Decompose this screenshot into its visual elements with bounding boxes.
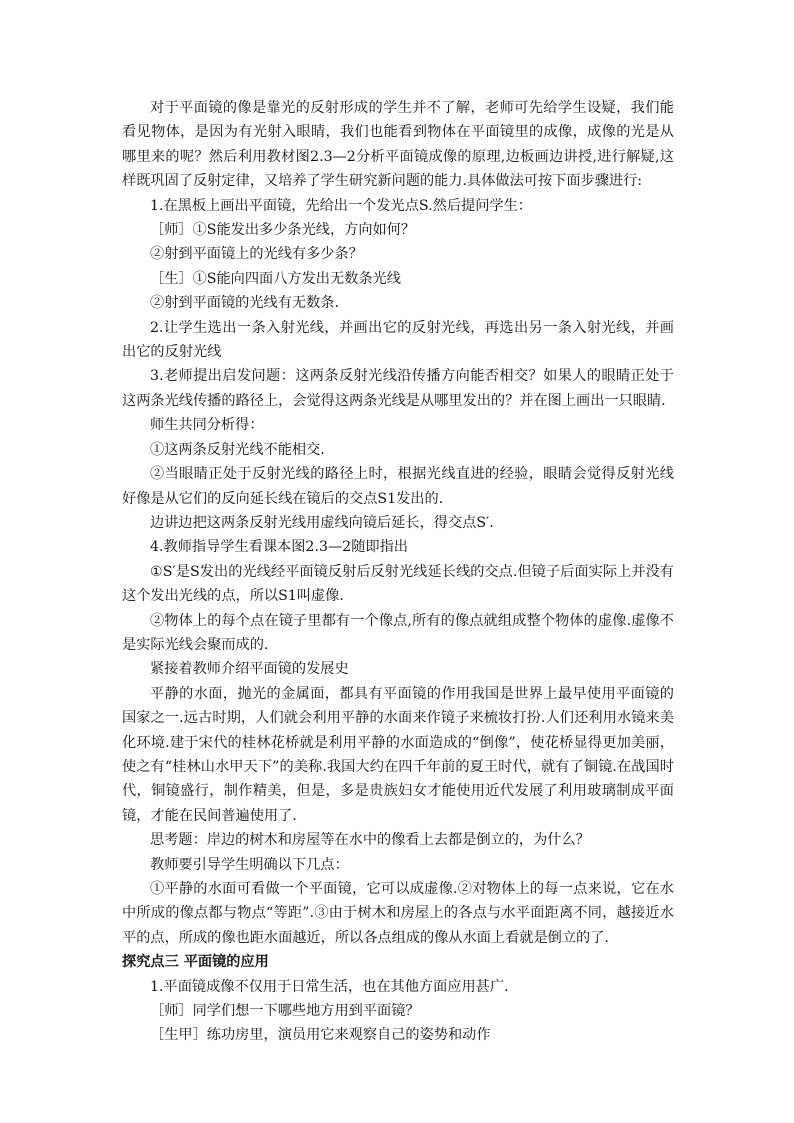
paragraph-step-3: 3.老师提出启发问题：这两条反射光线沿传播方向能否相交？如果人的眼睛正处于这两条光线传播的路径上，会觉得这两条光线是从哪里发出的？并在图上画出一只眼睛. [122, 368, 674, 409]
paragraph-think-question: 思考题：岸边的树木和房屋等在水中的像看上去都是倒立的，为什么？ [150, 832, 590, 849]
paragraph-intro: 对于平面镜的像是靠光的反射形成的学生并不了解，老师可先给学生设疑，我们能看见物体，是因为有光射入眼睛，我们也能看到物体在平面镜里的成像，成像的光是从哪里来的呢？然后利用教材图2.3—2分析平面镜成像的原理,边板画边讲授,进行解疑,这样既巩固了反射定律，又培养了学生研究新问题的能力.具体做法可按下面步骤进行: [122, 100, 674, 190]
section-heading: 探究点三 平面镜的应用 [122, 954, 269, 971]
paragraph-step-1: 1.在黑板上画出平面镜，先给出一个发光点S.然后提问学生： [150, 197, 532, 214]
paragraph-guide: 教师要引导学生明确以下几点： [150, 856, 349, 873]
paragraph-extend-lines: 边讲边把这两条反射光线用虚线向镜后延长，得交点S′. [150, 514, 494, 531]
paragraph-student-answer-1: ［生］①S能向四面八方发出无数条光线 [150, 270, 401, 287]
paragraph-guide-points: ①平静的水面可看做一个平面镜，它可以成虚像.②对物体上的每一点来说，它在水中所成的像点都与物点“等距”.③由于树木和房屋上的各点与水平面距离不同，越接近水平的点，所成的像也距水面越近，所以各点组成的像从水面上看就是倒立的了. [122, 881, 674, 946]
paragraph-virtual-image-1: ①S′是S发出的光线经平面镜反射后反射光线延长线的交点.但镜子后面实际上并没有这个发出光线的点，所以S1叫虚像. [122, 563, 674, 605]
paragraph-teacher-question-1: ［师］①S能发出多少条光线，方向如何？ [150, 222, 416, 239]
paragraph-application-student: ［生甲］练功房里，演员用它来观察自己的姿势和动作 [150, 1027, 491, 1044]
paragraph-virtual-image-2: ②物体上的每个点在镜子里都有一个像点,所有的像点就组成整个物体的虚像.虚像不是实际光线会聚而成的. [122, 612, 674, 653]
paragraph-analysis-1: ①这两条反射光线不能相交. [150, 441, 325, 458]
paragraph-application-teacher: ［师］同学们想一下哪些地方用到平面镜？ [150, 1003, 420, 1020]
paragraph-step-2: 2.让学生选出一条入射光线，并画出它的反射光线，再选出另一条入射光线，并画出它的反射光线 [122, 319, 674, 361]
document-page [122, 96, 674, 1048]
paragraph-student-answer-2: ②射到平面镜的光线有无数条. [150, 295, 339, 312]
paragraph-history-intro: 紧接着教师介绍平面镜的发展史 [150, 661, 349, 678]
paragraph-analysis-2: ②当眼睛正处于反射光线的路径上时，根据光线直进的经验，眼睛会觉得反射光线好像是从它们的反向延长线在镜后的交点S1发出的. [122, 466, 674, 507]
paragraph-application-1: 1.平面镜成像不仅用于日常生活，也在其他方面应用甚广. [150, 978, 509, 995]
paragraph-teacher-question-2: ②射到平面镜上的光线有多少条？ [150, 246, 363, 263]
paragraph-step-4: 4.教师指导学生看课本图2.3—2随即指出 [150, 539, 408, 556]
paragraph-history: 平静的水面，抛光的金属面，都具有平面镜的作用我国是世界上最早使用平面镜的国家之一.远古时期，人们就会利用平静的水面来作镜子来梳妆打扮.人们还利用水镜来美化环境.建于宋代的桂林花桥就是利用平静的水面造成的“倒像”，使花桥显得更加美丽，使之有“桂林山水甲天下”的美称.我国大约在四千年前的夏王时代，就有了铜镜.在战国时代，铜镜盛行，制作精美，但是，多是贵族妇女才能使用近代发展了利用玻璃制成平面镜，才能在民间普遍使用了. [122, 685, 674, 824]
paragraph-analysis-intro: 师生共同分析得： [150, 417, 264, 434]
